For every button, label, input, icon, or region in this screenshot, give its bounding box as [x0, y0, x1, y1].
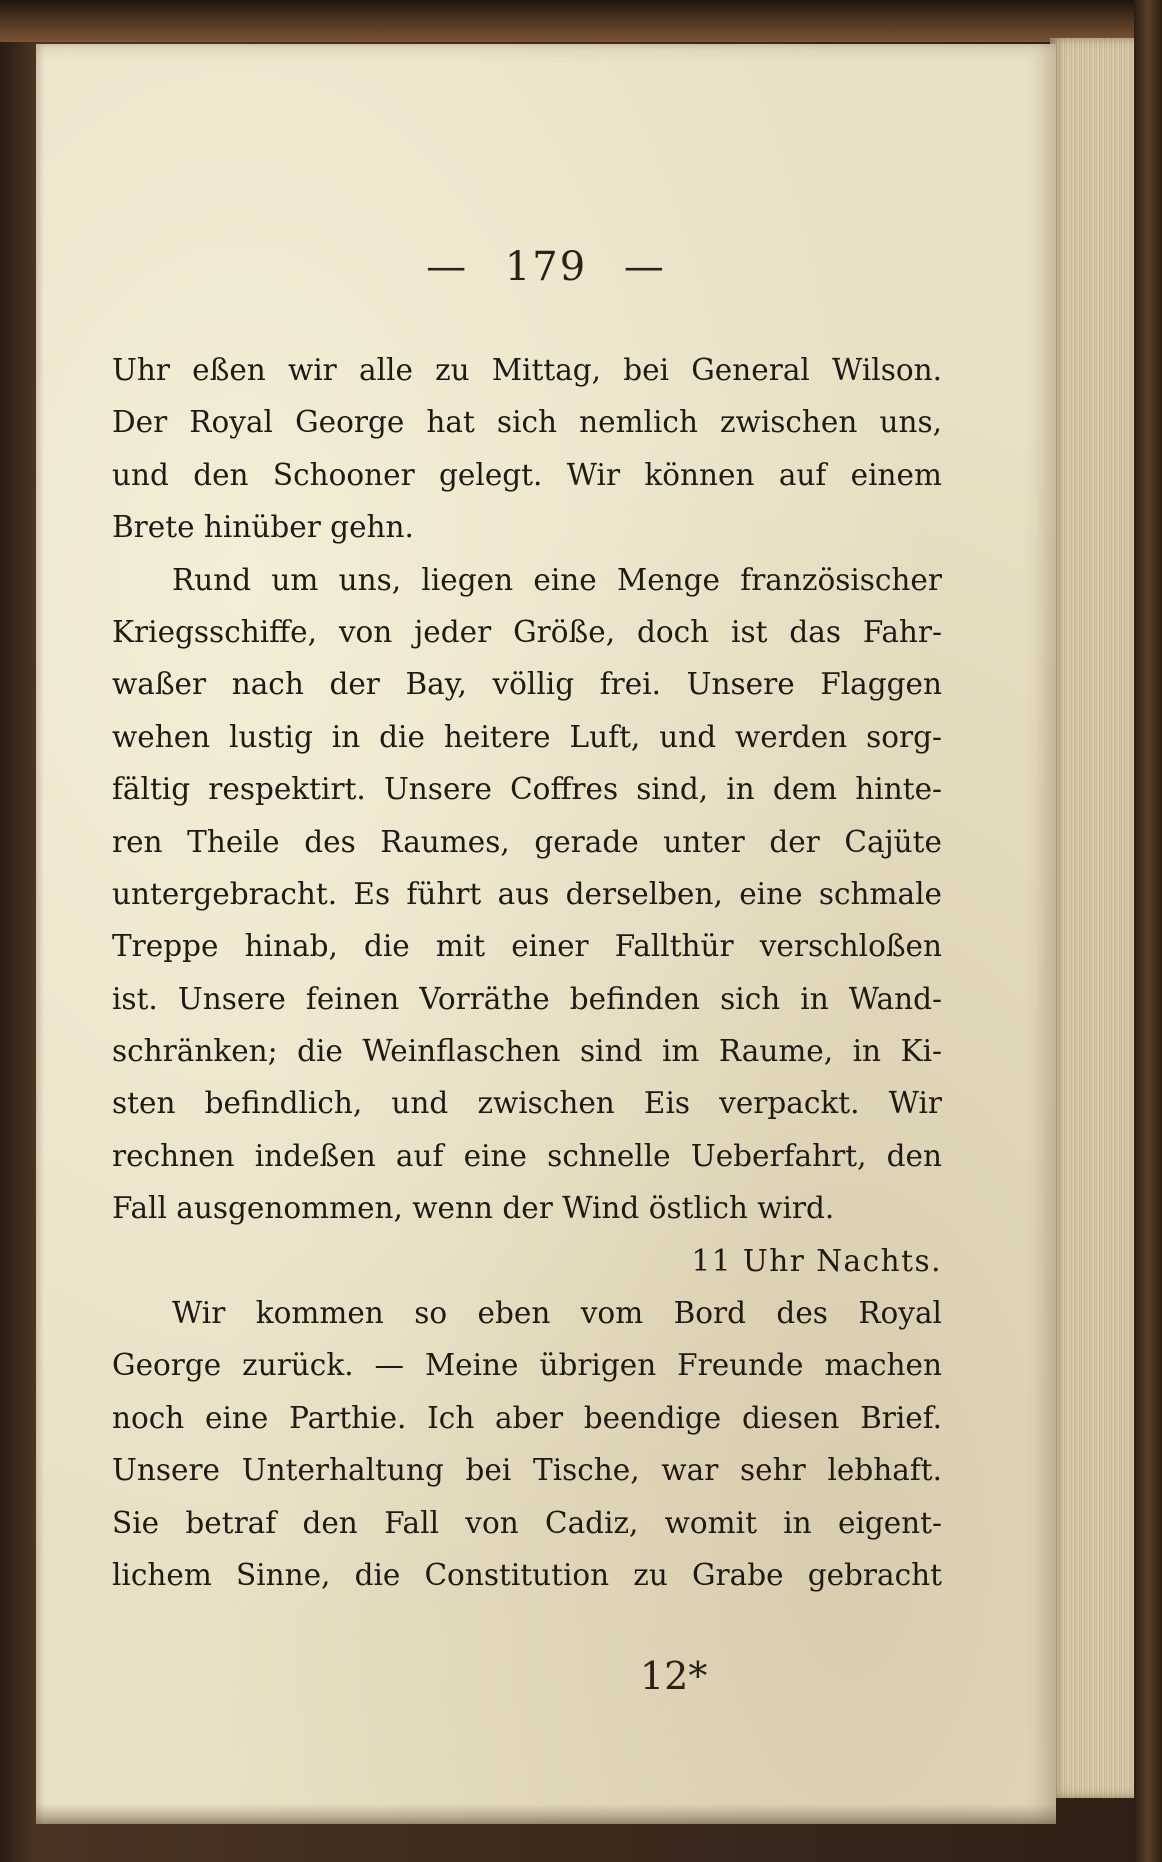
text-line: Unsere Unterhaltung bei Tische, war sehr lebhaft. [112, 1453, 942, 1488]
text-line: Wir kommen so eben vom Bord des Royal [172, 1296, 942, 1331]
text-line: rechnen indeßen auf eine schnelle Ueberfahrt, den [112, 1138, 942, 1173]
header-dash-right: — [623, 244, 666, 290]
text-line: Sie betraf den Fall von Cadiz, womit in eigent- [112, 1505, 942, 1540]
text-line: fältig respektirt. Unsere Coffres sind, in dem hinte- [112, 772, 942, 807]
body-text [112, 344, 942, 1601]
text-line: noch eine Parthie. Ich aber beendige diesen Brief. [112, 1400, 942, 1435]
text-line: sten befindlich, und zwischen Eis verpackt. Wir [112, 1086, 942, 1121]
text-line: schränken; die Weinflaschen sind im Raume, in Ki- [112, 1034, 942, 1069]
page-header [36, 244, 1056, 290]
text-line: wehen lustig in die heitere Luft, und werden sorg- [112, 719, 942, 754]
text-line: Uhr eßen wir alle zu Mittag, bei General Wilson. [112, 353, 942, 387]
text-line: lichem Sinne, die Constitution zu Grabe gebracht [112, 1557, 942, 1592]
text-line: George zurück. — Meine übrigen Freunde machen [112, 1348, 942, 1383]
text-line: und den Schooner gelegt. Wir können auf einem [112, 457, 942, 492]
text-line: waßer nach der Bay, völlig frei. Unsere Flaggen [112, 667, 942, 702]
section-time-heading: 11 Uhr Nachts. [691, 1243, 942, 1278]
book-cover-top [0, 0, 1162, 42]
text-line: untergebracht. Es führt aus derselben, eine schmale [112, 876, 942, 911]
text-line: ren Theile des Raumes, gerade unter der Cajüte [112, 824, 942, 859]
text-line: Fall ausgenommen, wenn der Wind östlich wird. [112, 1191, 835, 1226]
header-dash-left: — [426, 244, 469, 290]
text-line: Brete hinüber gehn. [112, 510, 414, 545]
text-line: Rund um uns, liegen eine Menge französischer [172, 562, 942, 597]
book-page [36, 44, 1056, 1824]
page-edges [1050, 38, 1134, 1798]
signature-mark: 12* [640, 1654, 708, 1698]
text-line: Kriegsschiffe, von jeder Größe, doch ist das Fahr- [112, 614, 942, 649]
text-line: Der Royal George hat sich nemlich zwischen uns, [112, 405, 942, 440]
text-line: Treppe hinab, die mit einer Fallthür verschloßen [112, 929, 942, 964]
page-number: 179 [504, 244, 588, 290]
book-cover-edge [1134, 0, 1162, 1862]
page-bottom-shadow [36, 1804, 1056, 1824]
text-line: ist. Unsere feinen Vorräthe befinden sich in Wand- [112, 981, 942, 1016]
